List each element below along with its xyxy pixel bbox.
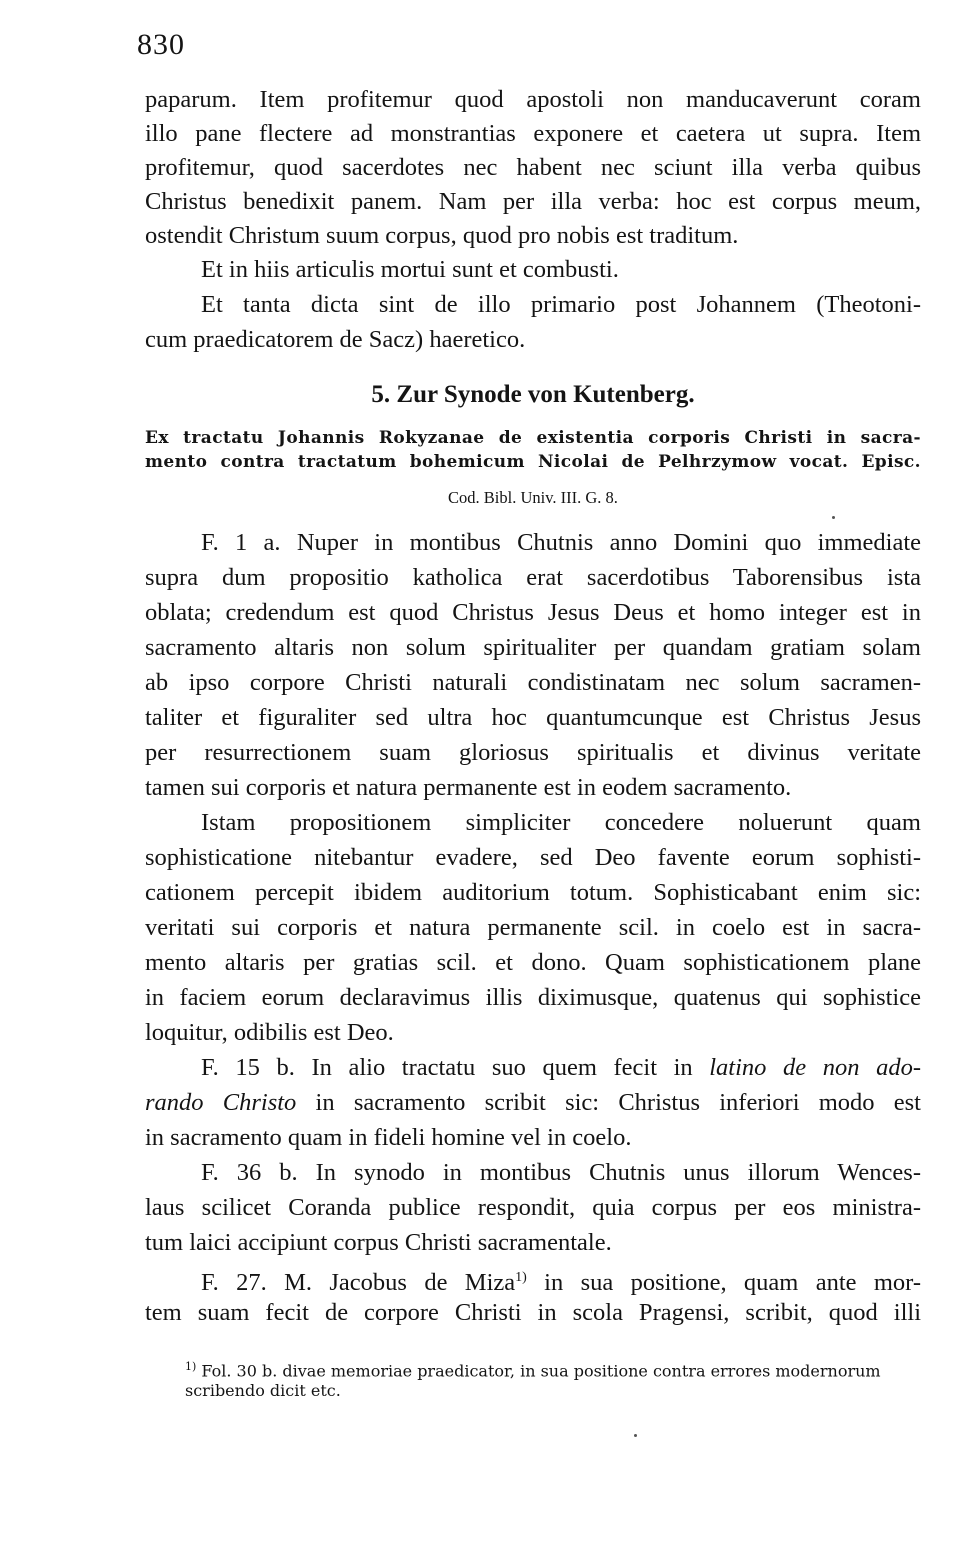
- folio-marker: F. 15 b.: [201, 1054, 295, 1081]
- text-line: Et in hiis articulis mortui sunt et combusti.: [201, 256, 619, 283]
- folio-marker: F. 1 a.: [201, 529, 281, 556]
- text-line: Christus benedixit panem. Nam per illa verba: hoc est corpus meum,: [145, 188, 921, 215]
- text-line: oblata; credendum est quod Christus Jesus Deus et homo integer est in: [145, 599, 921, 626]
- italic-title: latino de non ado-: [709, 1054, 921, 1081]
- text-line: illo pane flectere ad monstrantias exponere et caetera ut supra. Item: [145, 120, 921, 147]
- text-line: laus scilicet Coranda publice respondit, quia corpus per eos ministra-: [145, 1194, 921, 1221]
- section-subheading-line: mento contra tractatum bohemicum Nicolai de Pelhrzymow vocat. Episc.: [145, 452, 921, 472]
- section-subheading-line: Ex tractatu Johannis Rokyzanae de existentia corporis Christi in sacra-: [145, 428, 921, 448]
- text-line: Istam propositionem simpliciter concedere noluerunt quam: [201, 809, 921, 836]
- text-line: ab ipso corpore Christi naturali condistinatam nec solum sacramen-: [145, 669, 921, 696]
- section-heading: 5. Zur Synode von Kutenberg.: [371, 381, 695, 408]
- text-line: Et tanta dicta sint de illo primario post Johannem (Theotoni-: [201, 291, 921, 318]
- folio-marker: F. 36 b.: [201, 1159, 298, 1186]
- text-line: taliter et figuraliter sed ultra hoc quantumcunque est Christus Jesus: [145, 704, 921, 731]
- text-line: paparum. Item profitemur quod apostoli non manducaverunt coram: [145, 86, 921, 113]
- text-line: in sacramento quam in fideli homine vel in coelo.: [145, 1124, 632, 1151]
- text-line: loquitur, odibilis est Deo.: [145, 1019, 394, 1046]
- text-line: mento altaris per gratias scil. et dono. Quam sophisticationem plane: [145, 949, 921, 976]
- text-line: ostendit Christum suum corpus, quod pro nobis est traditum.: [145, 222, 739, 249]
- text-span: M. Jacobus de Miza: [266, 1269, 516, 1297]
- scan-speck: [832, 516, 835, 519]
- text-span: Nuper in montibus Chutnis anno Domini quo immediate: [280, 529, 921, 556]
- text-line: profitemur, quod sacerdotes nec habent nec sciunt illa verba quibus: [145, 154, 921, 181]
- footnote-line: [145, 1356, 921, 1382]
- paragraph-first-line: [145, 1263, 921, 1298]
- footnote-ref[interactable]: 1): [515, 1270, 527, 1285]
- text-span: in sua positione, quam ante mor-: [526, 1269, 921, 1297]
- text-line: tamen sui corporis et natura permanente est in eodem sacramento.: [145, 774, 792, 801]
- text-span: In alio tractatu suo quem fecit in: [294, 1054, 710, 1081]
- footnote-number: 1): [185, 1360, 197, 1373]
- text-line: tum laici accipiunt corpus Christi sacramentale.: [145, 1229, 612, 1256]
- text-line: cationem percepit ibidem auditorium totum. Sophisticabant enim sic:: [145, 879, 921, 906]
- text-line: tem suam fecit de corpore Christi in scola Pragensi, scribit, quod illi: [145, 1299, 921, 1326]
- footnote-line: scribendo dicit etc.: [185, 1381, 341, 1400]
- scan-speck: [634, 1434, 637, 1437]
- text-line: veritati sui corporis et natura permanente scil. in coelo est in sacra-: [145, 914, 921, 941]
- source-reference: Cod. Bibl. Univ. III. G. 8.: [448, 488, 618, 507]
- text-line: per resurrectionem suam gloriosus spiritualis et divinus veritate: [145, 739, 921, 766]
- text-span: In synodo in montibus Chutnis unus illorum Wences-: [297, 1159, 921, 1186]
- paragraph-first-line: [145, 1158, 921, 1188]
- paragraph-first-line: [145, 528, 921, 558]
- text-line: [145, 1088, 921, 1118]
- folio-marker: F. 27.: [201, 1269, 267, 1297]
- text-line: cum praedicatorem de Sacz) haeretico.: [145, 326, 526, 353]
- page-number: 830: [137, 28, 185, 61]
- text-line: sophisticatione nitebantur evadere, sed Deo favente eorum sophisti-: [145, 844, 921, 871]
- text-line: in faciem eorum declaravimus illis diximusque, quatenus qui sophistice: [145, 984, 921, 1011]
- text-span: in sacramento scribit sic: Christus inferiori modo est: [296, 1089, 921, 1116]
- paragraph-first-line: [145, 1053, 921, 1083]
- footnote-text: Fol. 30 b. divae memoriae praedicator, in sua positione contra errores modernorum: [196, 1361, 881, 1381]
- text-line: supra dum propositio katholica erat sacerdotibus Taborensibus ista: [145, 564, 921, 591]
- italic-title: rando Christo: [145, 1089, 297, 1116]
- text-line: sacramento altaris non solum spiritualiter per quandam gratiam solam: [145, 634, 921, 661]
